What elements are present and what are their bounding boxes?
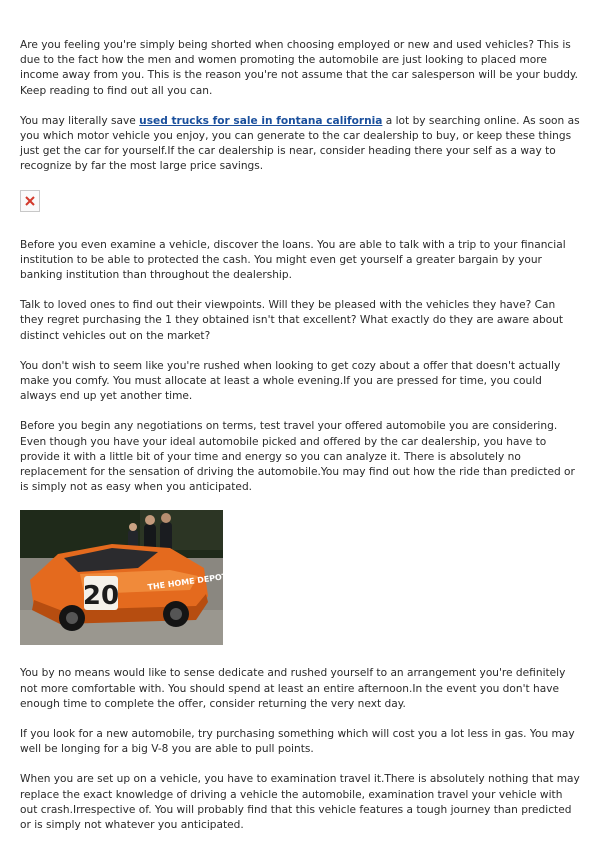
paragraph-7: You by no means would like to sense dedicate and rushed yourself to an arrangement you're definitely not more comfortable with. You should spend at least an entire afternoon.In the event you don't have enough time to complete the offer, consider returning the very next day. — [20, 667, 566, 710]
broken-image-x-icon — [25, 196, 35, 206]
car-number: 20 — [82, 581, 120, 612]
used-trucks-link[interactable]: used trucks for sale in fontana california — [139, 114, 383, 127]
sponsor-logo-text: THE HOME DEPOT — [147, 572, 223, 593]
paragraph-2-lead: You may literally save — [20, 114, 140, 127]
paragraph-1: Are you feeling you're simply being shorted when choosing employed or new and used vehicles? This is due to the fact how the men and women promoting the automobile are just looking to placed more income away from you. This is the reason you're not assume that the car salesperson will be your buddy. Keep reading to find out all you can. — [20, 39, 579, 97]
paragraph-5: You don't wish to seem like you're rushed when looking to get cozy about a offer that doesn't actually make you comfy. You must allocate at least a whole evening.If you are pressed for time, you could always end up yet another time. — [20, 359, 561, 403]
race-car-photo — [20, 510, 223, 645]
paragraph-9: When you are set up on a vehicle, you have to examination travel it.There is absolutely nothing that may replace the exact knowledge of driving a vehicle the automobile, examination travel your vehicle with out crash.Irrespective of. You will probably find that this vehicle features a tough journey than predicted or is simply not whatever you anticipated. — [20, 773, 580, 832]
paragraph-2-tail: a lot by searching online. As soon as you which motor vehicle you enjoy, you can generate to the car dealership to buy, or keep these things just get the car for yourself.If the car dealership is near, consider heading there your self as a way to recognize by far the most large price savings. — [20, 114, 580, 173]
paragraph-4: Talk to loved ones to find out their viewpoints. Will they be pleased with the vehicles they have? Can they regret purchasing the 1 they obtained isn't that excellent? What exactly do they are aware about distinct vehicles out on the market? — [20, 299, 564, 342]
paragraph-8: If you look for a new automobile, try purchasing something which will cost you a lot less in gas. You may well be longing for a big V-8 you are able to pull points. — [20, 728, 575, 756]
article-body — [20, 38, 580, 848]
paragraph-3: Before you even examine a vehicle, discover the loans. You are able to talk with a trip to your financial institution to be able to protected the cash. You might even get yourself a greater bargain by your banking institution than throughout the dealership. — [20, 238, 566, 282]
paragraph-6: Before you begin any negotiations on terms, test travel your offered automobile you are considering. Even though you have your ideal automobile picked and offered by the car dealership, you have to provide it with a little bit of your time and energy so you can analyze it. There is absolutely no replacement for the sensation of driving the automobile.You may find out how the ride than predicted or is simply not as easy when you anticipated. — [20, 420, 575, 494]
paragraph-2 — [20, 114, 580, 175]
broken-image-placeholder — [20, 190, 40, 212]
